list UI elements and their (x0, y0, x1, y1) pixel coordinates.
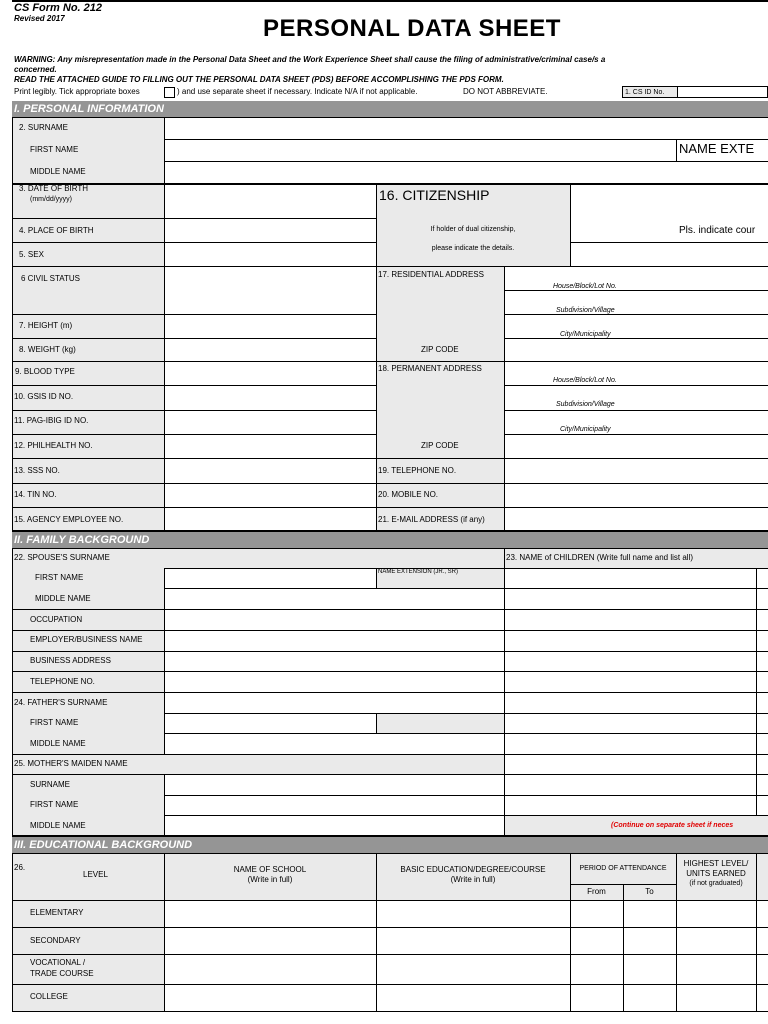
residential-address-label: 17. RESIDENTIAL ADDRESS (378, 270, 484, 279)
spouse-surname-field[interactable] (165, 549, 504, 568)
civil-status-field[interactable] (165, 267, 376, 314)
section-personal-information: I. PERSONAL INFORMATION (12, 101, 768, 117)
vocational-highest-field[interactable] (677, 955, 756, 984)
dob-format-label: (mm/dd/yyyy) (30, 196, 72, 203)
dual-citizenship-country-field[interactable] (571, 243, 768, 266)
secondary-from-field[interactable] (571, 928, 623, 954)
tin-label: 14. TIN NO. (14, 490, 57, 499)
dual-citizenship-note-2: please indicate the details. (431, 245, 515, 252)
occupation-field[interactable] (165, 610, 504, 630)
sss-label: 13. SSS NO. (14, 466, 60, 475)
father-middle-name-label: MIDDLE NAME (30, 739, 86, 748)
print-instructions-a: Print legibly. Tick appropriate boxes (14, 87, 140, 96)
father-first-name-label: FIRST NAME (30, 718, 79, 727)
print-instructions-b: ) and use separate sheet if necessary. Indicate N/A if not applicable. (177, 87, 418, 96)
father-name-extension-field[interactable] (377, 714, 504, 733)
mother-middle-name-label: MIDDLE NAME (30, 821, 86, 830)
permanent-address-label: 18. PERMANENT ADDRESS (378, 364, 482, 373)
res-house-field[interactable] (505, 267, 768, 290)
elementary-to-field[interactable] (624, 901, 676, 927)
citizenship-field[interactable] (571, 185, 768, 242)
college-label: COLLEGE (30, 992, 68, 1001)
indicate-country-label: Pls. indicate cour (679, 225, 756, 236)
philhealth-label: 12. PHILHEALTH NO. (14, 441, 93, 450)
elementary-course-field[interactable] (377, 901, 570, 927)
highest-level-header-3: (if not graduated) (689, 880, 743, 887)
father-middle-name-field[interactable] (165, 734, 504, 754)
college-from-field[interactable] (571, 985, 623, 1011)
height-field[interactable] (165, 315, 376, 338)
father-surname-label: 24. FATHER'S SURNAME (14, 698, 108, 707)
school-header-sub: (Write in full) (247, 875, 293, 884)
father-first-name-field[interactable] (165, 714, 376, 733)
section-family-background: II. FAMILY BACKGROUND (12, 532, 768, 548)
res-zip-label: ZIP CODE (421, 345, 459, 354)
business-address-field[interactable] (165, 652, 504, 671)
college-school-field[interactable] (165, 985, 376, 1011)
perm-zip-field[interactable] (505, 435, 768, 458)
perm-house-caption: House/Block/Lot No. (553, 377, 617, 384)
mother-surname-field[interactable] (165, 775, 504, 795)
pob-label: 4. PLACE OF BIRTH (19, 226, 94, 235)
college-course-field[interactable] (377, 985, 570, 1011)
blood-type-field[interactable] (165, 362, 376, 385)
agency-employee-field[interactable] (165, 508, 376, 530)
vocational-school-field[interactable] (165, 955, 376, 984)
vocational-from-field[interactable] (571, 955, 623, 984)
mother-middle-name-field[interactable] (165, 816, 504, 835)
telephone-label: 19. TELEPHONE NO. (378, 466, 457, 475)
dob-label: 3. DATE OF BIRTH (19, 184, 89, 193)
course-header: BASIC EDUCATION/DEGREE/COURSE (400, 865, 546, 874)
period-header: PERIOD OF ATTENDANCE (579, 865, 667, 872)
tin-field[interactable] (165, 484, 376, 507)
res-city-caption: City/Municipality (560, 331, 611, 338)
pagibig-label: 11. PAG-IBIG ID NO. (14, 416, 89, 425)
no-abbreviate-text: DO NOT ABBREVIATE. (463, 87, 548, 96)
vocational-label: VOCATIONAL / (30, 958, 86, 967)
continue-note: (Continue on separate sheet if neces (611, 822, 734, 829)
mother-maiden-name-label: 25. MOTHER'S MAIDEN NAME (14, 759, 128, 768)
spouse-first-name-field[interactable] (165, 569, 376, 588)
perm-subdivision-field[interactable] (505, 386, 768, 410)
perm-subdivision-caption: Subdivision/Village (556, 401, 615, 408)
section-educational-background: III. EDUCATIONAL BACKGROUND (12, 837, 768, 853)
mobile-field[interactable] (505, 484, 768, 507)
perm-city-field[interactable] (505, 411, 768, 434)
name-extension-field[interactable] (677, 140, 768, 161)
school-header: NAME OF SCHOOL (233, 865, 307, 874)
elementary-highest-field[interactable] (677, 901, 756, 927)
tick-box[interactable] (164, 87, 175, 98)
elementary-from-field[interactable] (571, 901, 623, 927)
mother-first-name-field[interactable] (165, 796, 504, 815)
surname-label: 2. SURNAME (19, 123, 68, 132)
first-name-field[interactable] (165, 140, 676, 161)
sex-label: 5. SEX (19, 250, 44, 259)
sex-field[interactable] (165, 243, 376, 266)
citizenship-label: 16. CITIZENSHIP (379, 187, 490, 203)
college-highest-field[interactable] (677, 985, 756, 1011)
philhealth-field[interactable] (165, 435, 376, 458)
employer-label: EMPLOYER/BUSINESS NAME (30, 635, 143, 644)
level-header: LEVEL (83, 870, 108, 879)
education-number-label: 26. (14, 863, 26, 872)
email-field[interactable] (505, 508, 768, 530)
spouse-telephone-field[interactable] (165, 672, 504, 692)
pob-field[interactable] (165, 219, 376, 242)
trade-course-label: TRADE COURSE (30, 969, 94, 978)
mother-first-name-label: FIRST NAME (30, 800, 79, 809)
highest-level-header-1: HIGHEST LEVEL/ (683, 859, 749, 868)
res-house-caption: House/Block/Lot No. (553, 283, 617, 290)
highest-level-header-2: UNITS EARNED (686, 869, 746, 878)
name-extension-label: NAME EXTE (679, 141, 755, 156)
secondary-school-field[interactable] (165, 928, 376, 954)
dob-field[interactable] (165, 185, 376, 218)
children-name-field[interactable] (505, 569, 756, 815)
surname-field[interactable] (165, 118, 768, 139)
spouse-first-name-label: FIRST NAME (35, 573, 84, 582)
spouse-name-extension-field[interactable] (377, 577, 504, 588)
warning-text-cont: concerned. (14, 65, 57, 74)
gsis-label: 10. GSIS ID NO. (14, 392, 74, 401)
elementary-school-field[interactable] (165, 901, 376, 927)
vocational-course-field[interactable] (377, 955, 570, 984)
course-header-sub: (Write in full) (450, 875, 496, 884)
occupation-label: OCCUPATION (30, 615, 83, 624)
children-label: 23. NAME of CHILDREN (Write full name and list all) (506, 553, 694, 562)
spouse-surname-label: 22. SPOUSE'S SURNAME (14, 553, 110, 562)
vocational-to-field[interactable] (624, 955, 676, 984)
res-zip-field[interactable] (505, 339, 768, 361)
secondary-highest-field[interactable] (677, 928, 756, 954)
college-to-field[interactable] (624, 985, 676, 1011)
middle-name-field[interactable] (165, 162, 768, 183)
res-subdivision-caption: Subdivision/Village (556, 307, 615, 314)
civil-status-label: 6 CIVIL STATUS (21, 274, 80, 283)
to-header: To (645, 887, 654, 896)
middle-name-label: MIDDLE NAME (30, 167, 86, 176)
dual-citizenship-note-1: If holder of dual citizenship, (430, 226, 516, 233)
secondary-to-field[interactable] (624, 928, 676, 954)
cs-id-field[interactable] (678, 87, 768, 97)
weight-label: 8. WEIGHT (kg) (19, 345, 76, 354)
business-address-label: BUSINESS ADDRESS (30, 656, 111, 665)
telephone-field[interactable] (505, 459, 768, 483)
mother-surname-label: SURNAME (30, 780, 71, 789)
perm-zip-label: ZIP CODE (421, 441, 459, 450)
spouse-name-extension-label: NAME EXTENSION (JR., SR) (378, 569, 459, 575)
sss-field[interactable] (165, 459, 376, 483)
height-label: 7. HEIGHT (m) (19, 321, 73, 330)
spouse-middle-name-field[interactable] (165, 589, 504, 609)
secondary-course-field[interactable] (377, 928, 570, 954)
form-revision: Revised 2017 (14, 14, 65, 23)
spouse-telephone-label: TELEPHONE NO. (30, 677, 95, 686)
res-city-field[interactable] (505, 315, 768, 338)
mobile-label: 20. MOBILE NO. (378, 490, 439, 499)
blood-type-label: 9. BLOOD TYPE (15, 367, 75, 376)
first-name-label: FIRST NAME (30, 145, 79, 154)
perm-house-field[interactable] (505, 362, 768, 385)
pagibig-field[interactable] (165, 411, 376, 434)
form-number: CS Form No. 212 (14, 2, 103, 14)
from-header: From (587, 887, 606, 896)
warning-text: WARNING: Any misrepresentation made in the Personal Data Sheet and the Work Experience Sheet shall cause the filing of administrative/criminal case/s a (14, 55, 606, 64)
page-title: PERSONAL DATA SHEET (263, 15, 561, 42)
weight-field[interactable] (165, 339, 376, 361)
elementary-label: ELEMENTARY (30, 908, 84, 917)
res-subdivision-field[interactable] (505, 291, 768, 314)
father-surname-field[interactable] (165, 693, 504, 713)
read-guide-text: READ THE ATTACHED GUIDE TO FILLING OUT THE PERSONAL DATA SHEET (PDS) BEFORE ACCOMPLISHING THE PDS FORM. (14, 75, 504, 84)
perm-city-caption: City/Municipality (560, 426, 611, 433)
employer-field[interactable] (165, 631, 504, 651)
spouse-middle-name-label: MIDDLE NAME (35, 594, 91, 603)
secondary-label: SECONDARY (30, 936, 81, 945)
gsis-field[interactable] (165, 386, 376, 410)
agency-employee-label: 15. AGENCY EMPLOYEE NO. (14, 515, 124, 524)
cs-id-label: 1. CS ID No. (625, 89, 665, 96)
email-label: 21. E-MAIL ADDRESS (if any) (378, 515, 485, 524)
